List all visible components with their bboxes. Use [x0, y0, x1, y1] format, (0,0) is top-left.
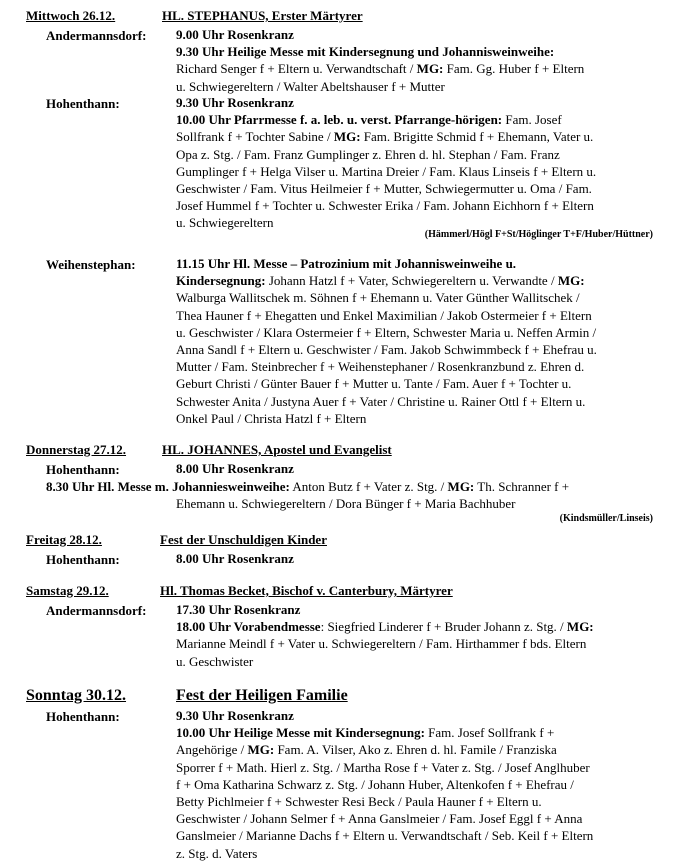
intention-text: Fam. Gg. Huber f + Eltern: [443, 61, 585, 77]
intention-line: [176, 60, 656, 77]
intention-text: Fam. Josef Sollfrank f +: [424, 725, 555, 741]
service-block: [176, 495, 656, 512]
intention-line: Geburt Christi / Günter Bauer f + Mutter u. Tante / Fam. Auer f + Tochter u.: [176, 376, 572, 392]
intention-line: Anna Sandl f + Eltern u. Geschwister / Fam. Jakob Schwimmbeck f + Ehefrau u.: [176, 342, 597, 358]
intention-line: Geschwister / Johann Selmer f + Anna Ganslmeier / Fam. Josef Eggl f + Anna: [176, 811, 583, 827]
intention-text: Fam. Brigitte Schmid f + Ehemann, Vater u.: [360, 129, 594, 145]
mg-label: MG:: [566, 619, 594, 635]
service-line: 9.30 Uhr Rosenkranz: [176, 95, 294, 110]
service-block: [176, 26, 656, 95]
intention-line: z. Stg. d. Vaters: [176, 845, 258, 861]
day-feast: HL. STEPHANUS, Erster Märtyrer: [162, 8, 363, 23]
intention-line: Ganslmeier / Marianne Dachs f + Eltern u. Verwandtschaft / Seb. Keil f + Eltern: [176, 828, 594, 844]
service-line: 17.30 Uhr Rosenkranz: [176, 602, 301, 617]
location-label: Weihenstephan:: [46, 257, 136, 272]
intention-line: [46, 478, 569, 495]
intention-line: Gumplinger f + Helga Vilser u. Martina Dreier / Fam. Klaus Linseis f + Eltern u.: [176, 163, 597, 179]
service-block: [176, 255, 656, 427]
location-label: Hohenthann:: [46, 552, 120, 567]
service-title: 10.00 Uhr Heilige Messe mit Kindersegnung:: [176, 725, 425, 741]
day-feast: Fest der Heiligen Familie: [176, 687, 348, 704]
service-block: [176, 550, 656, 567]
mg-label: MG:: [333, 129, 361, 145]
intention-line: Ehemann u. Schwiegereltern / Dora Bünger f + Maria Bachhuber: [176, 496, 516, 511]
mg-label: MG:: [557, 273, 585, 289]
service-title: 18.00 Uhr Vorabendmesse: [176, 619, 321, 635]
intention-text: Angehörige /: [176, 742, 248, 758]
service-title: Kindersegnung:: [176, 273, 266, 289]
ministrant-note: (Hämmerl/Högl F+St/Höglinger T+F/Huber/Hüttner): [424, 229, 653, 240]
service-title: 10.00 Uhr Pfarrmesse f. a. leb. u. verst. Pfarrange-hörigen:: [176, 112, 503, 128]
intention-text: Sollfrank f + Tochter Sabine /: [176, 129, 334, 145]
day-date: Mittwoch 26.12.: [26, 8, 116, 23]
intention-line: [176, 741, 656, 758]
intention-line: u. Schwiegereltern: [176, 215, 274, 231]
service-line: 8.00 Uhr Rosenkranz: [176, 461, 294, 476]
intention-line: u. Geschwister: [176, 653, 254, 669]
location-label: Hohenthann:: [46, 709, 120, 724]
day-feast: HL. JOHANNES, Apostel und Evangelist: [162, 442, 392, 457]
intention-line: Betty Pichlmeier f + Schwester Resi Beck / Paula Hauner f + Eltern u.: [176, 794, 542, 810]
intention-line: Marianne Meindl f + Vater u. Schwiegereltern / Fam. Hirthammer f bds. Eltern: [176, 636, 587, 652]
service-line: 11.15 Uhr Hl. Messe – Patrozinium mit Johannisweinweihe u.: [176, 256, 517, 271]
intention-line: [176, 724, 656, 741]
intention-text: Th. Schranner f +: [474, 479, 570, 494]
intention-line: f + Oma Katharina Schwarz z. Stg. / Johann Huber, Altenkofen f + Ehefrau /: [176, 776, 574, 792]
mg-label: MG:: [447, 479, 475, 494]
day-date: Donnerstag 27.12.: [26, 442, 127, 457]
day-feast: Hl. Thomas Becket, Bischof v. Canterbury, Märtyrer: [160, 583, 453, 598]
ministrant-note: (Kindsmüller/Linseis): [559, 513, 653, 524]
intention-line: Thea Hauner f + Ehegatten und Enkel Maximilian / Jakob Ostermeier f + Eltern: [176, 307, 592, 323]
day-date: Sonntag 30.12.: [26, 687, 127, 704]
location-label: Hohenthann:: [46, 96, 120, 111]
service-block: [176, 460, 656, 477]
intention-line: [176, 618, 656, 635]
service-line: 9.30 Uhr Heilige Messe mit Kindersegnung und Johannisweinweihe:: [176, 44, 555, 60]
day-feast: Fest der Unschuldigen Kinder: [160, 532, 327, 547]
intention-line: Onkel Paul / Christa Hatzl f + Eltern: [176, 410, 367, 426]
service-block: [176, 707, 656, 862]
service-block: [176, 601, 656, 670]
mg-label: MG:: [247, 742, 275, 758]
intention-line: u. Schwiegereltern / Walter Abeltshauser f + Mutter: [176, 78, 445, 94]
location-label: Andermannsdorf:: [46, 28, 147, 43]
day-date: Freitag 28.12.: [26, 532, 102, 547]
day-date: Samstag 29.12.: [26, 583, 109, 598]
intention-line: Josef Hummel f + Tochter u. Schwester Erika / Fam. Johann Eichhorn f + Eltern: [176, 198, 594, 214]
location-label: Hohenthann:: [46, 462, 120, 477]
service-line: 9.30 Uhr Rosenkranz: [176, 708, 294, 723]
intention-line: Walburga Wallitschek m. Söhnen f + Ehemann u. Vater Günther Wallitschek /: [176, 290, 580, 306]
service-title: 8.30 Uhr Hl. Messe m. Johanniesweinweihe:: [46, 479, 290, 494]
intention-text: Richard Senger f + Eltern u. Verwandtschaft /: [176, 61, 417, 77]
intention-line: Schwester Anita / Justyna Auer f + Vater / Christine u. Rainer Ottl f + Eltern u.: [176, 393, 586, 409]
service-line: 9.00 Uhr Rosenkranz: [176, 27, 294, 42]
service-block: [176, 94, 656, 232]
intention-text: Johann Hatzl f + Vater, Schwiegereltern u. Verwandte /: [265, 273, 558, 289]
intention-text: Anton Butz f + Vater z. Stg. /: [289, 479, 448, 494]
intention-text: : Siegfried Linderer f + Bruder Johann z. Stg. /: [320, 619, 567, 635]
intention-line: Mutter / Fam. Steinbrecher f + Weihenstephaner / Rosenkranzbund z. Ehren d.: [176, 359, 585, 375]
service-line: 8.00 Uhr Rosenkranz: [176, 551, 294, 566]
intention-line: Opa z. Stg. / Fam. Franz Gumplinger z. Ehren d. hl. Stephan / Fam. Franz: [176, 146, 560, 162]
mg-label: MG:: [416, 61, 444, 77]
intention-line: [176, 272, 656, 289]
intention-line: [176, 111, 656, 128]
intention-text: Fam. Josef: [502, 112, 562, 128]
location-label: Andermannsdorf:: [46, 603, 147, 618]
intention-line: Sporrer f + Math. Hierl z. Stg. / Martha Rose f + Vater z. Stg. / Josef Anglhuber: [176, 759, 590, 775]
intention-text: Fam. A. Vilser, Ako z. Ehren d. hl. Famile / Franziska: [274, 742, 557, 758]
intention-line: [176, 128, 656, 145]
intention-line: u. Geschwister / Klara Ostermeier f + Eltern, Schwester Maria u. Neffen Armin /: [176, 324, 597, 340]
intention-line: Geschwister / Fam. Vitus Heilmeier f + Mutter, Schwiegermutter u. Oma / Fam.: [176, 181, 592, 197]
